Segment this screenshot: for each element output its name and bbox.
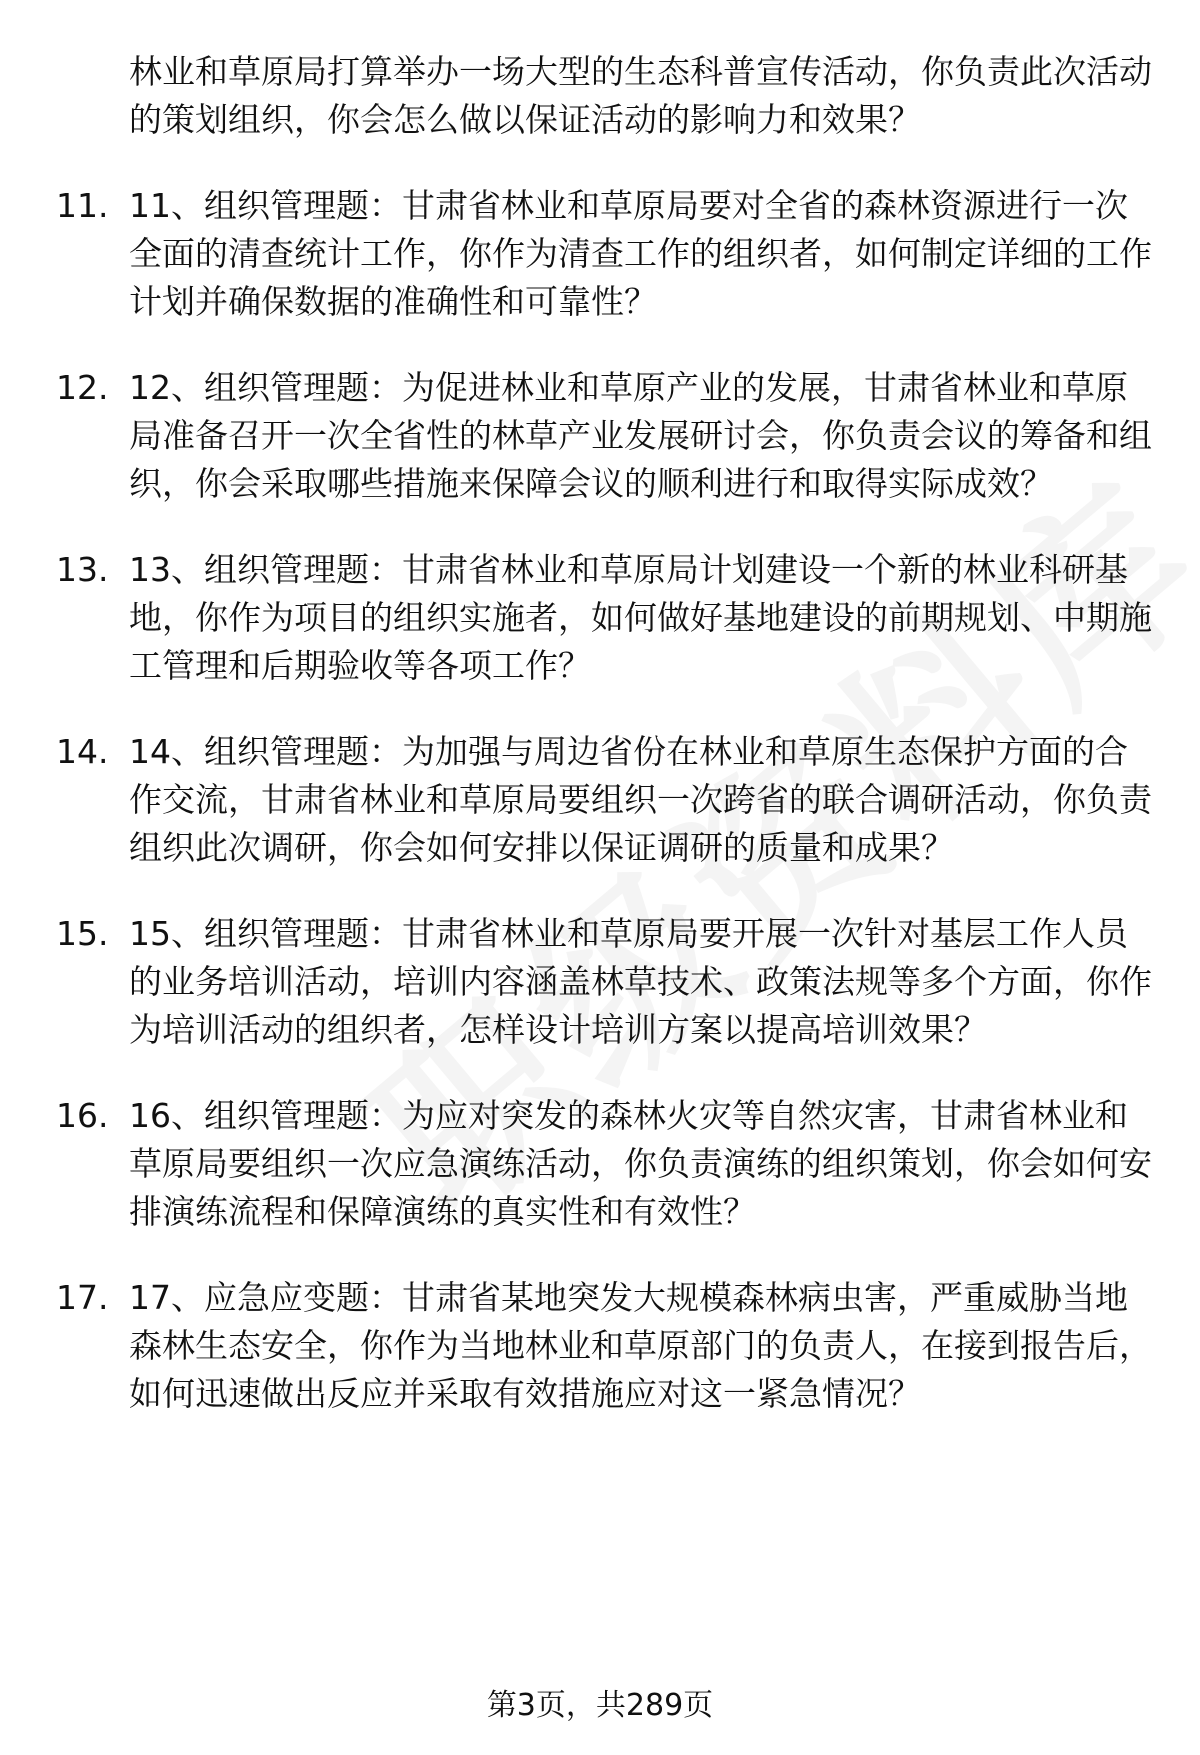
question-number: 16.: [56, 1096, 109, 1135]
question-item-13: [56, 546, 1156, 690]
question-item-15: [56, 910, 1156, 1054]
question-text: 14、组织管理题：为加强与周边省份在林业和草原生态保护方面的合作交流，甘肃省林业和草原局要组织一次跨省的联合调研活动，你负责组织此次调研，你会如何安排以保证调研的质量和成果？: [129, 732, 1152, 867]
question-text: 12、组织管理题：为促进林业和草原产业的发展，甘肃省林业和草原局准备召开一次全省性的林草产业发展研讨会，你负责会议的筹备和组织，你会采取哪些措施来保障会议的顺利进行和取得实际成效？: [129, 368, 1152, 503]
question-item-14: [56, 728, 1156, 872]
question-number: 12.: [56, 368, 109, 407]
question-text: 17、应急应变题：甘肃省某地突发大规模森林病虫害，严重威胁当地森林生态安全，你作为当地林业和草原部门的负责人，在接到报告后，如何迅速做出反应并采取有效措施应对这一紧急情况？: [129, 1278, 1152, 1413]
question-text: 15、组织管理题：甘肃省林业和草原局要开展一次针对基层工作人员的业务培训活动，培训内容涵盖林草技术、政策法规等多个方面，你作为培训活动的组织者，怎样设计培训方案以提高培训效果？: [129, 914, 1152, 1049]
question-number: 15.: [56, 914, 109, 953]
question-text: 11、组织管理题：甘肃省林业和草原局要对全省的森林资源进行一次全面的清查统计工作，你作为清查工作的组织者，如何制定详细的工作计划并确保数据的准确性和可靠性？: [129, 186, 1152, 321]
document-content: [56, 48, 1156, 1456]
question-number: 14.: [56, 732, 109, 771]
question-number: 11.: [56, 186, 109, 225]
question-list: [56, 182, 1156, 1418]
question-item-16: [56, 1092, 1156, 1236]
lead-paragraph: 林业和草原局打算举办一场大型的生态科普宣传活动，你负责此次活动的策划组织，你会怎么做以保证活动的影响力和效果？: [129, 52, 1152, 139]
question-text: 13、组织管理题：甘肃省林业和草原局计划建设一个新的林业科研基地，你作为项目的组织实施者，如何做好基地建设的前期规划、中期施工管理和后期验收等各项工作？: [129, 550, 1152, 685]
question-item-11: [56, 182, 1156, 326]
page-footer: 第3页，共289页: [486, 1688, 714, 1723]
question-number: 17.: [56, 1278, 109, 1317]
question-item-12: [56, 364, 1156, 508]
question-number: 13.: [56, 550, 109, 589]
question-item-17: [56, 1274, 1156, 1418]
question-text: 16、组织管理题：为应对突发的森林火灾等自然灾害，甘肃省林业和草原局要组织一次应急演练活动，你负责演练的组织策划，你会如何安排演练流程和保障演练的真实性和有效性？: [129, 1096, 1152, 1231]
